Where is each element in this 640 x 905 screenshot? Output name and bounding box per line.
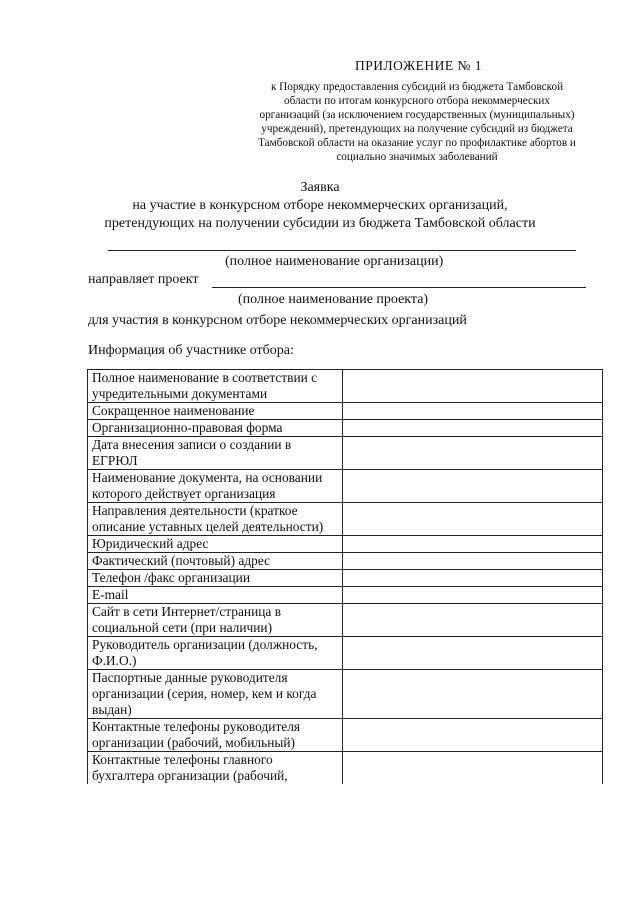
row-label: Фактический (почтовый) адрес: [88, 553, 343, 570]
row-value: [342, 536, 602, 553]
table-row: [88, 536, 603, 553]
row-label: Дата внесения записи о создании в ЕГРЮЛ: [88, 437, 343, 470]
row-label: Сайт в сети Интернет/страница в социальной сети (при наличии): [88, 604, 343, 637]
row-value: [342, 403, 602, 420]
row-value: [342, 637, 602, 670]
project-name-hint: (полное наименование проекта): [238, 292, 429, 307]
row-label: E-mail: [88, 587, 343, 604]
row-value: [342, 503, 602, 536]
row-label: Направления деятельности (краткое описание уставных целей деятельности): [88, 503, 343, 536]
appendix-line: области по итогам конкурсного отбора некоммерческих: [284, 95, 550, 107]
purpose-text: для участия в конкурсном отборе некоммерческих организаций: [88, 313, 467, 328]
application-subtitle-line: на участие в конкурсном отборе некоммерческих организаций,: [132, 198, 508, 213]
table-row: [88, 437, 603, 470]
appendix-line: организаций (за исключением государственных (муниципальных): [259, 109, 575, 121]
row-label: Телефон /факс организации: [88, 570, 343, 587]
row-value: [342, 587, 602, 604]
table-row: [88, 470, 603, 503]
appendix-line: к Порядку предоставления субсидий из бюджета Тамбовской: [270, 81, 564, 93]
row-value: [342, 670, 602, 719]
row-label: Паспортные данные руководителя организации (серия, номер, кем и когда выдан): [88, 670, 343, 719]
row-label: Контактные телефоны руководителя организации (рабочий, мобильный): [88, 719, 343, 752]
table-row: [88, 570, 603, 587]
application-subtitle-line: претендующих на получении субсидии из бюджета Тамбовской области: [104, 216, 536, 231]
participant-info-table: [87, 369, 603, 784]
appendix-line: социально значимых заболеваний: [336, 151, 498, 163]
table-row: [88, 719, 603, 752]
table-row: [88, 752, 603, 785]
row-value: [342, 604, 602, 637]
table-row: [88, 403, 603, 420]
appendix-line: Тамбовской области на оказание услуг по профилактике абортов и: [258, 137, 576, 149]
table-row: [88, 553, 603, 570]
row-value: [342, 752, 602, 785]
appendix-line: учреждений), претендующих на получение субсидий из бюджета: [261, 123, 573, 135]
table-row: [88, 637, 603, 670]
application-heading: Заявка: [300, 180, 340, 195]
org-name-blank-line: [108, 250, 576, 251]
table-row: [88, 670, 603, 719]
table-row: [88, 604, 603, 637]
row-label: Руководитель организации (должность, Ф.И.О.): [88, 637, 343, 670]
row-label: Сокращенное наименование: [88, 403, 343, 420]
row-value: [342, 719, 602, 752]
row-label: Юридический адрес: [88, 536, 343, 553]
row-label: Контактные телефоны главного бухгалтера организации (рабочий,: [88, 752, 343, 785]
row-label: Полное наименование в соответствии с учредительными документами: [88, 370, 343, 403]
table-row: [88, 420, 603, 437]
table-row: [88, 587, 603, 604]
table-row: [88, 503, 603, 536]
row-label: Организационно-правовая форма: [88, 420, 343, 437]
row-value: [342, 570, 602, 587]
row-value: [342, 420, 602, 437]
org-name-hint: (полное наименование организации): [225, 254, 444, 269]
row-value: [342, 437, 602, 470]
project-name-blank-line: [212, 287, 586, 288]
row-value: [342, 370, 602, 403]
appendix-reference: [222, 80, 612, 164]
table-row: [88, 370, 603, 403]
row-label: Наименование документа, на основании которого действует организация: [88, 470, 343, 503]
sends-project-label: направляет проект: [88, 272, 199, 287]
row-value: [342, 470, 602, 503]
row-value: [342, 553, 602, 570]
info-title: Информация об участнике отбора:: [88, 343, 294, 358]
appendix-title: ПРИЛОЖЕНИЕ № 1: [355, 58, 483, 73]
